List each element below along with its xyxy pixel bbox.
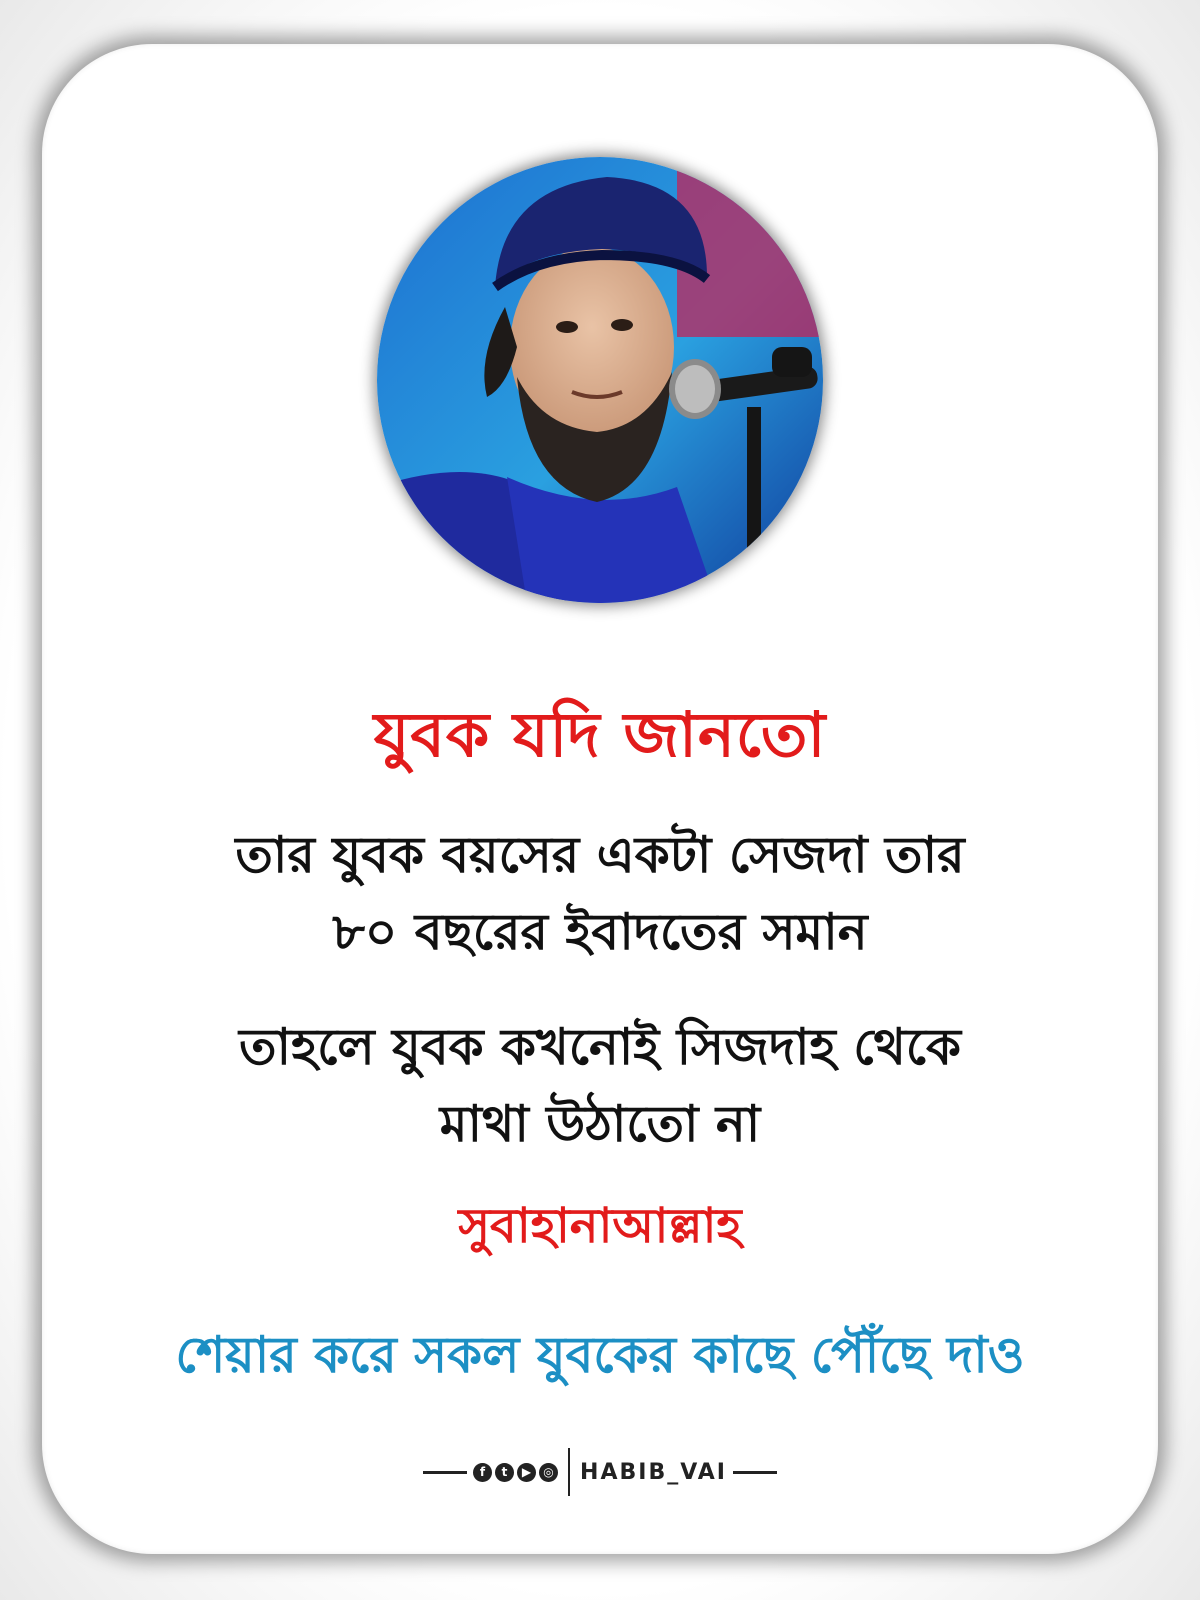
headline: যুবক যদি জানতো [373, 698, 827, 771]
speaker-portrait [377, 157, 823, 603]
facebook-icon: f [473, 1463, 492, 1482]
social-icons [473, 1463, 558, 1482]
body-line-4: মাথা উঠাতো না [439, 1095, 761, 1153]
body-line-2: ৮০ বছরের ইবাদতের সমান [332, 903, 868, 961]
signature [410, 1446, 790, 1498]
share-call-to-action: শেয়ার করে সকল যুবকের কাছে পৌঁছে দাও [175, 1326, 1025, 1384]
signature-dash-left [423, 1471, 467, 1474]
instagram-icon: ◎ [539, 1463, 558, 1482]
signature-handle: HABIB_VAI [580, 1459, 727, 1485]
signature-dash-right [733, 1471, 777, 1474]
body-line-3: তাহলে যুবক কখনোই সিজদাহ থেকে [239, 1018, 961, 1076]
signature-separator [568, 1448, 570, 1496]
body-line-1: তার যুবক বয়সের একটা সেজদা তার [235, 826, 965, 884]
portrait-illustration [377, 157, 823, 603]
youtube-icon: ▶ [517, 1463, 536, 1482]
twitter-icon: t [495, 1463, 514, 1482]
exclamation: সুবাহানাআল্লাহ [458, 1198, 742, 1254]
